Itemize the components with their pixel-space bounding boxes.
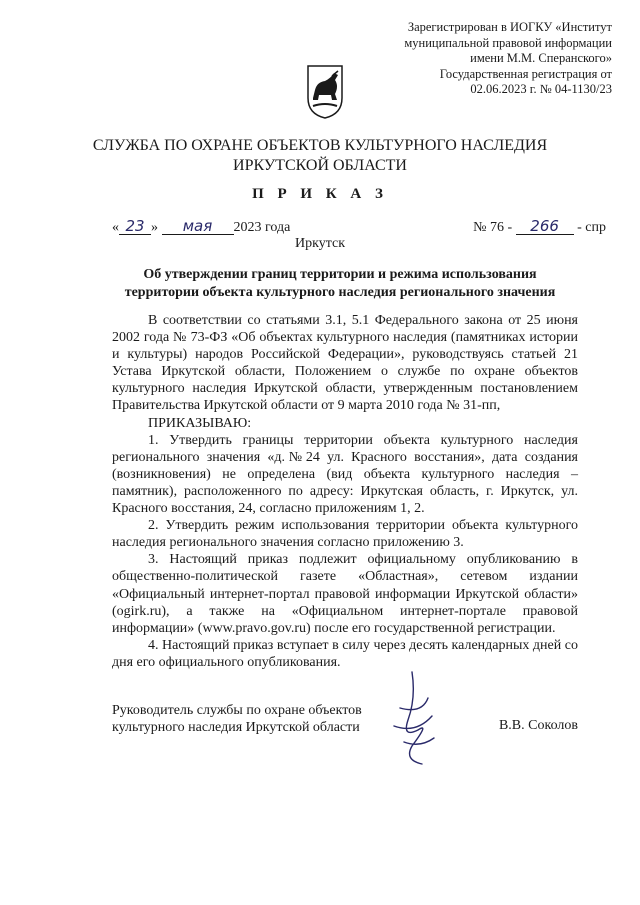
coat-of-arms-icon [305, 64, 345, 120]
order-item: 4. Настоящий приказ вступает в силу через десять календарных дней со дня его официального опубликования. [112, 637, 578, 670]
date-month: мая [162, 218, 234, 235]
signer-position [112, 702, 362, 736]
number-suffix: - спр [577, 220, 606, 235]
signer-name: В.В. Соколов [498, 718, 578, 733]
document-title [80, 266, 600, 302]
order-item: 2. Утвердить режим использования территории объекта культурного наследия регионального значения согласно приложению 3. [112, 518, 578, 551]
number-value: 266 [516, 218, 574, 235]
preamble-paragraph: В соответствии со статьями 3.1, 5.1 Федерального закона от 25 июня 2002 года № 73-ФЗ «Об объектах культурного наследия (памятниках истории и культуры) народов Российской Федерации», руководствуясь статьей 21 Устава Иркутской области, Положением о службе по охране объектов культурного наследия Иркутской области, утвержденным постановлением Правительства Иркутской области от 9 марта 2010 года № 31-пп, [112, 313, 578, 414]
registration-line: имени М.М. Сперанского» [470, 51, 612, 65]
date-close-quote: » [151, 220, 158, 235]
registration-line: Зарегистрирован в ИОГКУ «Институт [407, 20, 612, 34]
order-item: 3. Настоящий приказ подлежит официальному опубликованию в общественно-политической газете «Областная», сетевом издании «Официальный интернет-портал правовой информации Иркутской области» (ogirk.ru), а также на «Официальном интернет-портале правовой информации» (www.pravo.gov.ru) после его государственной регистрации. [112, 552, 578, 636]
organization-line: СЛУЖБА ПО ОХРАНЕ ОБЪЕКТОВ КУЛЬТУРНОГО НАСЛЕДИЯ [92, 137, 548, 154]
document-body [112, 312, 578, 671]
date-day: 23 [119, 218, 151, 235]
organization-line: ИРКУТСКОЙ ОБЛАСТИ [233, 157, 407, 174]
signer-position-line: культурного наследия Иркутской области [112, 720, 360, 735]
order-word: ПРИКАЗЫВАЮ: [148, 415, 252, 431]
registration-stamp [382, 20, 612, 98]
city: Иркутск [294, 236, 346, 251]
registration-line: Государственная регистрация от [439, 66, 612, 81]
document-type: П Р И К А З [252, 186, 388, 202]
registration-line: 02.06.2023 г. № 04-1130/23 [470, 82, 612, 96]
order-item: 1. Утвердить границы территории объекта культурного наследия регионального значения «д.№24 ул. Красного восстания», дата создания (возникновения) не определена (вид объекта культурного наследия – памятник), расположенного по адресу: Иркутская область, г. Иркутск, ул. Красного восстания, 24, согласно приложениям 1, 2. [112, 432, 578, 517]
signer-position-line: Руководитель службы по охране объектов [112, 703, 362, 718]
title-line: территории объекта культурного наследия регионального значения [124, 285, 556, 300]
registration-line: муниципальной правовой информации [404, 35, 612, 50]
date-open-quote: « [112, 220, 119, 235]
date-year: 2023 года [233, 220, 291, 235]
document-date [112, 218, 290, 236]
title-line: Об утверждении границ территории и режима использования [143, 267, 537, 282]
handwritten-signature-icon [382, 668, 442, 768]
document-number [473, 218, 606, 236]
organization-name [0, 136, 640, 176]
number-prefix: № 76 - [473, 220, 513, 235]
